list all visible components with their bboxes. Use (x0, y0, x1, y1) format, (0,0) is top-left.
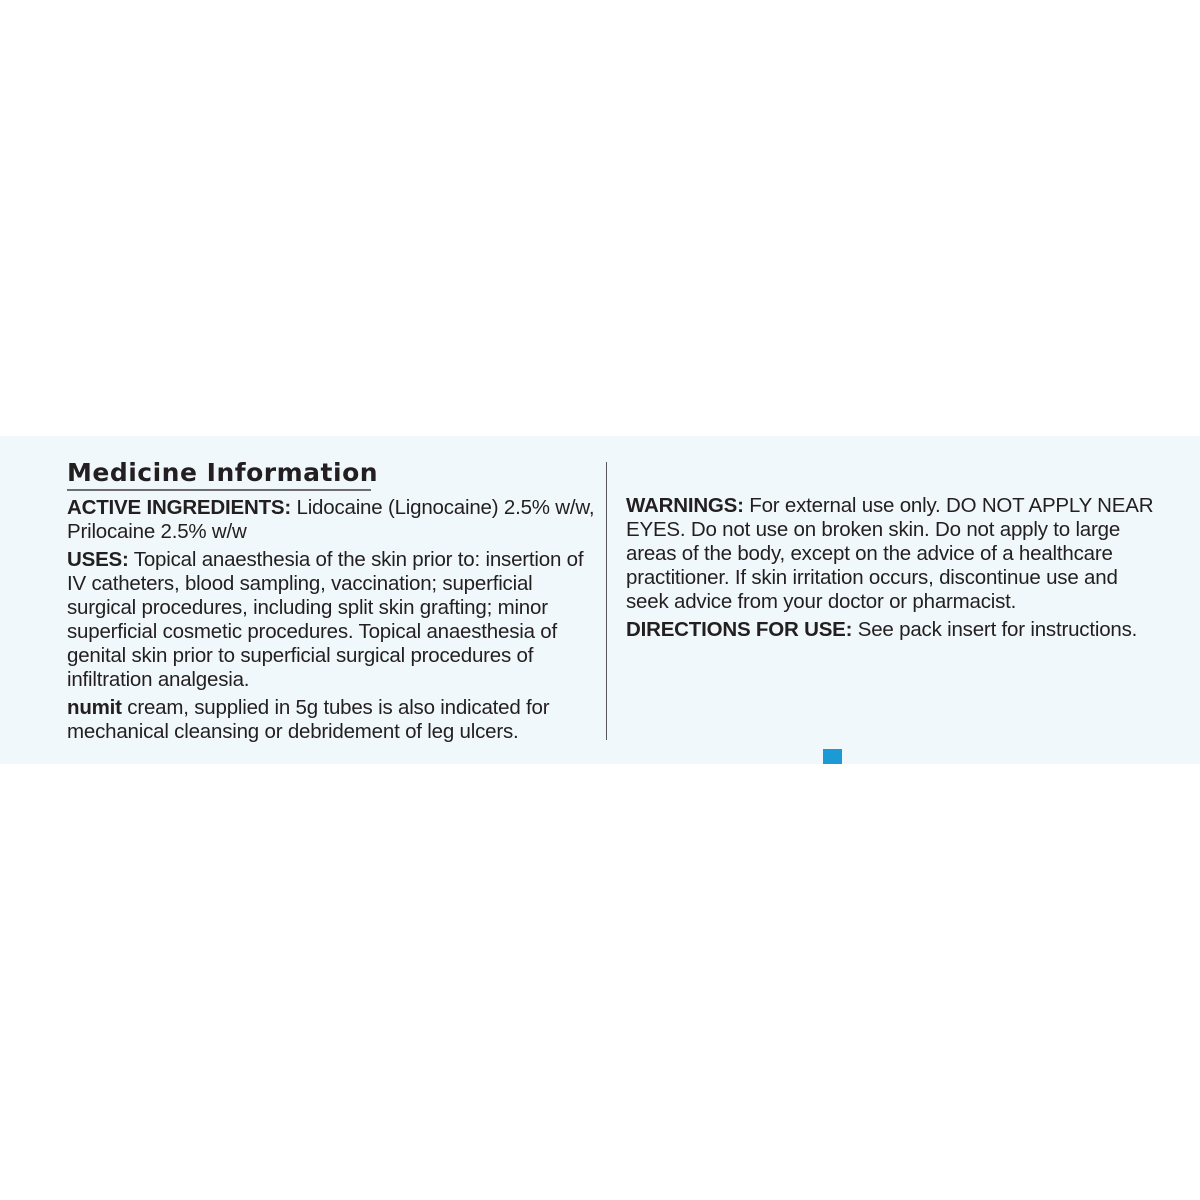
uses-text: Topical anaesthesia of the skin prior to: insertion of IV catheters, blood sampling, vaccination; superficial surgical procedures, including split skin grafting; minor superficial cosmetic procedures. Topical anaesthesia of genital skin prior to superficial surgical procedures of infiltration analgesia. (67, 548, 584, 691)
active-ingredients-text: Lidocaine (Lignocaine) 2.5% w/w, Prilocaine 2.5% w/w (67, 496, 595, 543)
column-divider (606, 462, 607, 740)
blue-square-marker (823, 749, 842, 764)
warnings-paragraph (626, 494, 1156, 614)
warnings-text: For external use only. DO NOT APPLY NEAR EYES. Do not use on broken skin. Do not apply to large areas of the body, except on the advice of a healthcare practitioner. If skin irritation occurs, discontinue use and seek advice from your doctor or pharmacist. (626, 494, 1154, 613)
numit-indication-paragraph (67, 696, 602, 744)
directions-paragraph (626, 618, 1156, 642)
directions-label: DIRECTIONS FOR USE: (626, 618, 853, 641)
warnings-label: WARNINGS: (626, 494, 744, 517)
active-ingredients-label: ACTIVE INGREDIENTS: (67, 496, 291, 519)
left-column (67, 496, 602, 748)
product-name-label: numit (67, 696, 122, 719)
title-underline (67, 489, 371, 491)
uses-label: USES: (67, 548, 129, 571)
uses-paragraph (67, 548, 602, 692)
numit-indication-text: cream, supplied in 5g tubes is also indicated for mechanical cleansing or debridement of leg ulcers. (67, 696, 550, 743)
active-ingredients-paragraph (67, 496, 602, 544)
right-column (626, 494, 1156, 646)
directions-text: See pack insert for instructions. (852, 618, 1138, 641)
section-title: Medicine Information (67, 458, 379, 487)
